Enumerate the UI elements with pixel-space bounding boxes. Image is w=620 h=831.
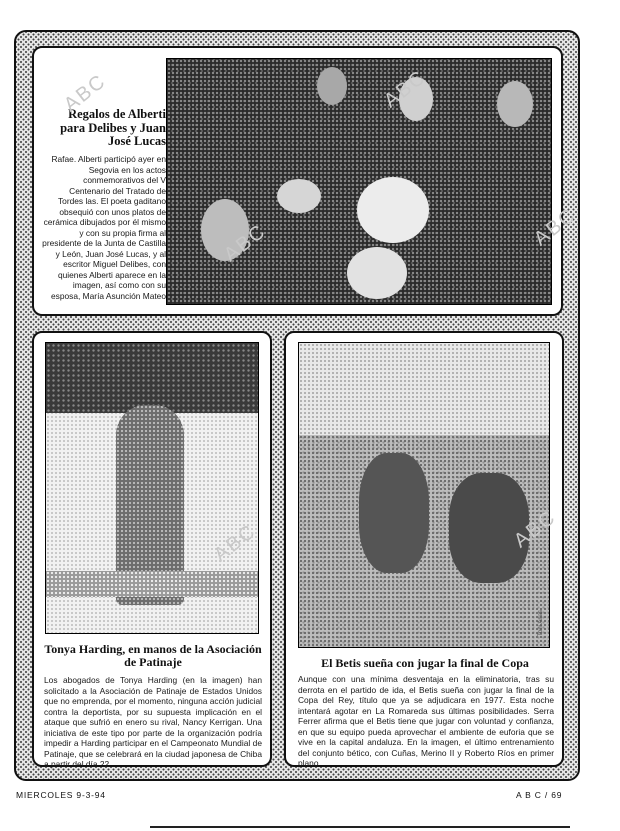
photo-face <box>201 199 249 261</box>
right-story-body: Aunque con una mínima desventaja en la eliminatoria, tras su derrota en el partido de ida, el Betis sueña con jugar la final de la Copa del Rey, título que ya se adjudicara en 1977. Esta noche intentará agotar en La Romareda sus últimas posibilidades. Serra Ferrer afirma que el Betis tiene que jugar con voluntad y confianza, en que su equipo pueda aprovechar el ambiente de euforia que se vive en la capital andaluza. En la imagen, el último entrenamiento del conjunto bético, con Cuñas, Merino II y Roberto Ríos en primer plano <box>298 674 554 768</box>
left-story-body: Los abogados de Tonya Harding (en la imagen) han solicitado a la Asociación de Patinaje de Estados Unidos que no emprenda, por el momento, ninguna acción judicial contra la deportista, por su supuesta implicación en el ataque que sufrió en enero su rival, Nancy Kerrigan. Una iniciativa de este tipo por parte de la organización podría impedir a Harding participar en el Campeonato Mundial de Patinaje, que se celebrará en la ciudad japonesa de Chiba a partir del día 22 <box>44 675 262 769</box>
photo-plate <box>347 247 407 299</box>
footer-publication: A B C / 69 <box>516 790 563 800</box>
abc-watermark: ABC <box>379 65 431 113</box>
photo-hands <box>277 179 321 213</box>
photo-face <box>399 77 433 121</box>
top-story-panel <box>32 46 563 316</box>
left-story-photo <box>45 342 259 634</box>
photo-plate <box>357 177 429 243</box>
photo-player <box>449 473 529 583</box>
top-story-photo <box>166 58 552 305</box>
photo-rink-board <box>46 571 258 597</box>
abc-watermark: ABC <box>219 219 271 267</box>
abc-watermark: ABC <box>209 519 261 567</box>
top-story-body: Rafae. Alberti participó ayer en Segovia en los actos conmemorativos del V Centenario del Tratado de Tordes las. El poeta gaditano obsequió con unos platos de cerámica dibujados por él mismo y con su propia firma al presidente de la Junta de Castilla y León, Juan José Lucas, y al escritor Miguel Delibes, con quienes Alberti aparece en la imagen, así como con su esposa, María Asunción Mateo <box>42 154 166 301</box>
photo-crowd <box>46 343 258 413</box>
abc-watermark: ABC <box>509 505 561 553</box>
left-story-headline: Tonya Harding, en manos de la Asociación de Patinaje <box>44 642 262 669</box>
photo-credit: Toni Arias <box>538 609 544 636</box>
right-story-photo <box>298 342 550 648</box>
footer-date: MIERCOLES 9-3-94 <box>16 790 106 800</box>
photo-stadium <box>299 343 549 435</box>
abc-watermark: ABC <box>529 203 581 251</box>
right-story-panel <box>284 331 564 767</box>
right-story-headline: El Betis sueña con jugar la final de Copa <box>321 656 529 670</box>
photo-face <box>497 81 533 127</box>
top-story-headline: Regalos de Alberti para Delibes y Juan José Lucas <box>60 107 166 148</box>
photo-face <box>317 67 347 105</box>
footer-rule <box>150 826 570 828</box>
left-story-panel <box>32 331 272 767</box>
photo-player <box>359 453 429 573</box>
abc-watermark: ABC <box>59 69 111 117</box>
